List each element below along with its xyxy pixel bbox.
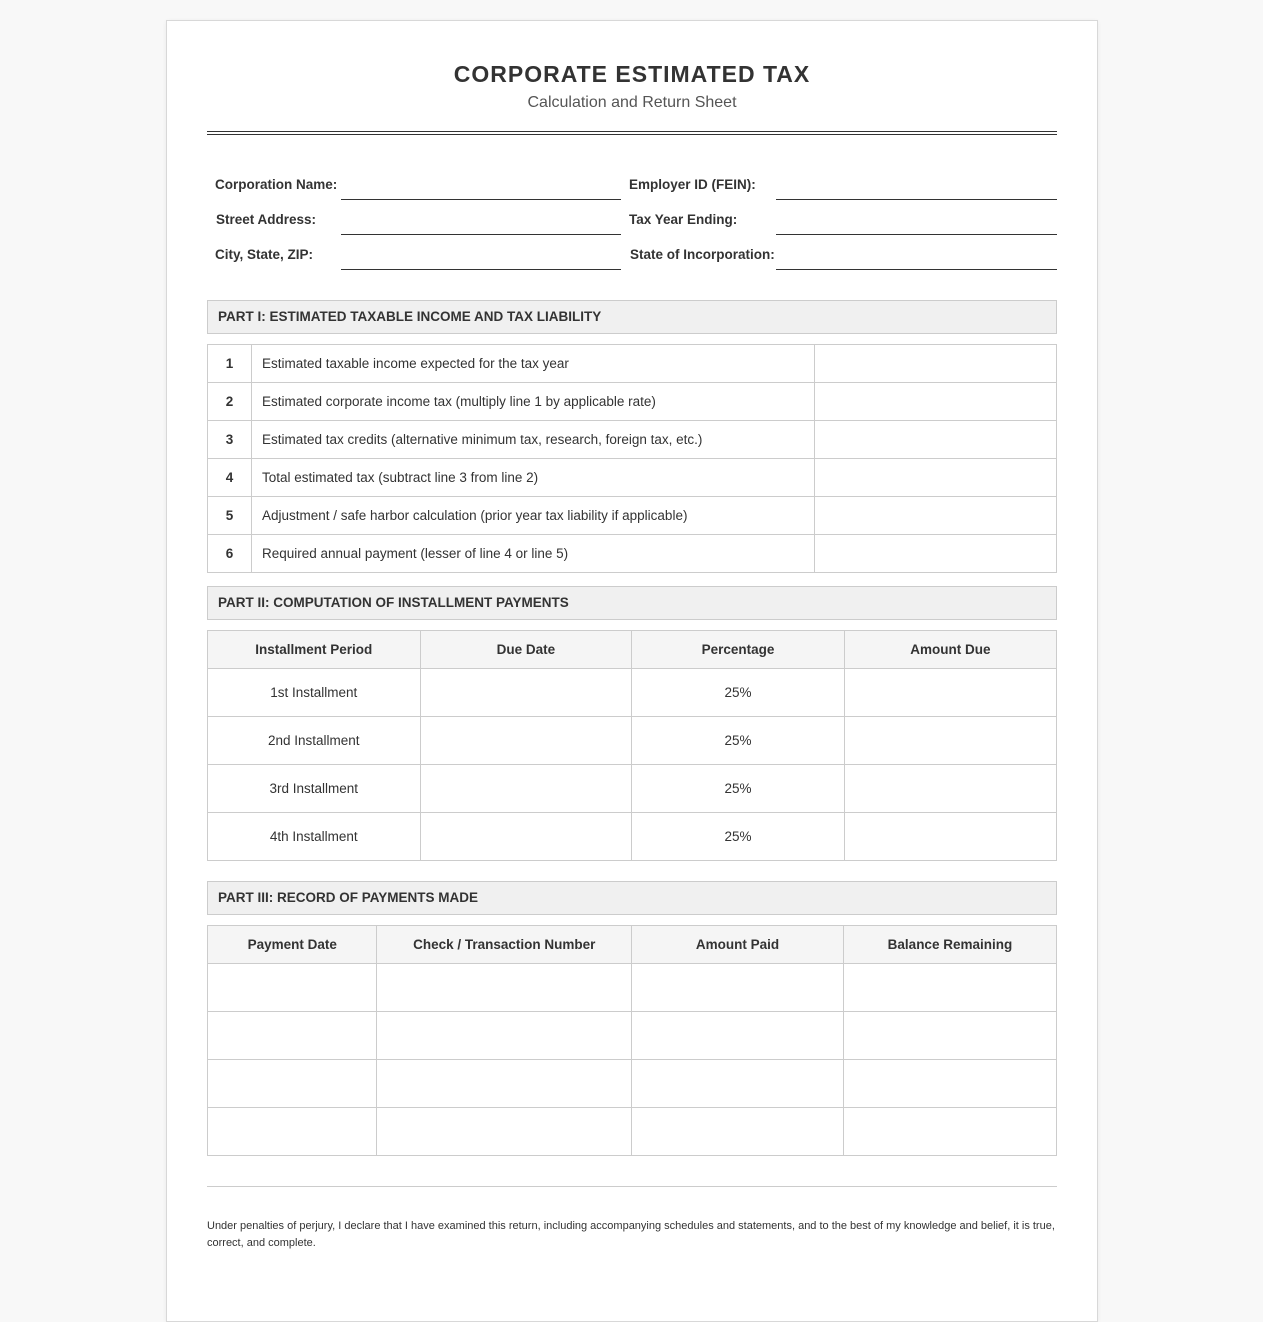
tax-year-ending-field[interactable]	[776, 234, 1057, 235]
part1-row	[208, 535, 1057, 573]
line-amount-cell[interactable]	[815, 345, 1057, 383]
line-amount-cell[interactable]	[815, 421, 1057, 459]
city-state-zip-label: City, State, ZIP:	[215, 247, 314, 262]
line-number: 6	[208, 535, 252, 573]
col-balance-remaining: Balance Remaining	[843, 926, 1056, 964]
payment-date-cell[interactable]	[208, 1012, 377, 1060]
line-description: Estimated tax credits (alternative minimum tax, research, foreign tax, etc.)	[252, 421, 815, 459]
payment-row	[208, 1108, 1057, 1156]
part1-row	[208, 497, 1057, 535]
corporation-name-field[interactable]	[341, 199, 621, 200]
line-number: 2	[208, 383, 252, 421]
payment-date-cell[interactable]	[208, 964, 377, 1012]
amount-paid-cell[interactable]	[632, 964, 844, 1012]
installment-row	[208, 669, 1057, 717]
tax-year-ending-label: Tax Year Ending:	[629, 212, 738, 227]
line-description: Required annual payment (lesser of line 4 or line 5)	[252, 535, 815, 573]
form-subtitle: Calculation and Return Sheet	[527, 94, 737, 111]
line-amount-cell[interactable]	[815, 497, 1057, 535]
balance-remaining-cell[interactable]	[843, 1060, 1056, 1108]
installment-row	[208, 765, 1057, 813]
amount-paid-cell[interactable]	[632, 1012, 844, 1060]
part1-table	[207, 344, 1057, 573]
line-amount-cell[interactable]	[815, 459, 1057, 497]
street-address-label: Street Address:	[216, 212, 317, 227]
perjury-declaration: Under penalties of perjury, I declare that I have examined this return, including accompanying schedules and statements, and to the best of my knowledge and belief, it is true, correct, and complete.	[207, 1220, 1055, 1249]
part1-row	[208, 345, 1057, 383]
percentage-cell: 25%	[632, 813, 845, 861]
part2-header-row	[208, 631, 1057, 669]
line-number: 4	[208, 459, 252, 497]
line-description: Estimated corporate income tax (multiply line 1 by applicable rate)	[252, 383, 815, 421]
balance-remaining-cell[interactable]	[843, 1012, 1056, 1060]
line-description: Adjustment / safe harbor calculation (prior year tax liability if applicable)	[252, 497, 815, 535]
line-number: 5	[208, 497, 252, 535]
state-of-incorporation-field[interactable]	[776, 269, 1057, 270]
col-due-date: Due Date	[420, 631, 632, 669]
employer-id-field[interactable]	[776, 199, 1057, 200]
amount-paid-cell[interactable]	[632, 1108, 844, 1156]
col-installment-period: Installment Period	[208, 631, 421, 669]
part2-heading: PART II: COMPUTATION OF INSTALLMENT PAYMENTS	[207, 586, 1057, 620]
col-percentage: Percentage	[632, 631, 845, 669]
installment-period: 1st Installment	[208, 669, 421, 717]
due-date-cell[interactable]	[420, 669, 632, 717]
percentage-cell: 25%	[632, 669, 845, 717]
payment-row	[208, 964, 1057, 1012]
col-transaction-number: Check / Transaction Number	[377, 926, 632, 964]
employer-id-label: Employer ID (FEIN):	[629, 177, 756, 192]
installment-period: 3rd Installment	[208, 765, 421, 813]
part2-table	[207, 630, 1057, 861]
payment-date-cell[interactable]	[208, 1060, 377, 1108]
part1-row	[208, 459, 1057, 497]
col-payment-date: Payment Date	[208, 926, 377, 964]
footer-divider	[207, 1186, 1057, 1187]
city-state-zip-field[interactable]	[341, 269, 621, 270]
payment-row	[208, 1012, 1057, 1060]
line-number: 3	[208, 421, 252, 459]
corporation-name-label: Corporation Name:	[215, 177, 338, 192]
balance-remaining-cell[interactable]	[843, 1108, 1056, 1156]
part3-table	[207, 925, 1057, 1156]
due-date-cell[interactable]	[420, 765, 632, 813]
amount-due-cell[interactable]	[844, 669, 1056, 717]
percentage-cell: 25%	[632, 717, 845, 765]
amount-due-cell[interactable]	[844, 765, 1056, 813]
amount-paid-cell[interactable]	[632, 1060, 844, 1108]
balance-remaining-cell[interactable]	[843, 964, 1056, 1012]
installment-period: 2nd Installment	[208, 717, 421, 765]
transaction-number-cell[interactable]	[377, 1060, 632, 1108]
due-date-cell[interactable]	[420, 813, 632, 861]
line-amount-cell[interactable]	[815, 535, 1057, 573]
part3-header-row	[208, 926, 1057, 964]
transaction-number-cell[interactable]	[377, 964, 632, 1012]
transaction-number-cell[interactable]	[377, 1012, 632, 1060]
part1-row	[208, 421, 1057, 459]
amount-due-cell[interactable]	[844, 717, 1056, 765]
line-amount-cell[interactable]	[815, 383, 1057, 421]
line-description: Estimated taxable income expected for the tax year	[252, 345, 815, 383]
part1-row	[208, 383, 1057, 421]
installment-period: 4th Installment	[208, 813, 421, 861]
installment-row	[208, 813, 1057, 861]
form-title: CORPORATE ESTIMATED TAX	[453, 61, 811, 87]
percentage-cell: 25%	[632, 765, 845, 813]
line-description: Total estimated tax (subtract line 3 from line 2)	[252, 459, 815, 497]
form-page	[166, 20, 1098, 1322]
due-date-cell[interactable]	[420, 717, 632, 765]
part1-heading: PART I: ESTIMATED TAXABLE INCOME AND TAX LIABILITY	[207, 300, 1057, 334]
payment-date-cell[interactable]	[208, 1108, 377, 1156]
transaction-number-cell[interactable]	[377, 1108, 632, 1156]
installment-row	[208, 717, 1057, 765]
amount-due-cell[interactable]	[844, 813, 1056, 861]
state-of-incorporation-label: State of Incorporation:	[630, 247, 775, 262]
col-amount-due: Amount Due	[844, 631, 1056, 669]
street-address-field[interactable]	[341, 234, 621, 235]
title-double-rule	[207, 131, 1057, 135]
part3-heading: PART III: RECORD OF PAYMENTS MADE	[207, 881, 1057, 915]
payment-row	[208, 1060, 1057, 1108]
col-amount-paid: Amount Paid	[632, 926, 844, 964]
line-number: 1	[208, 345, 252, 383]
